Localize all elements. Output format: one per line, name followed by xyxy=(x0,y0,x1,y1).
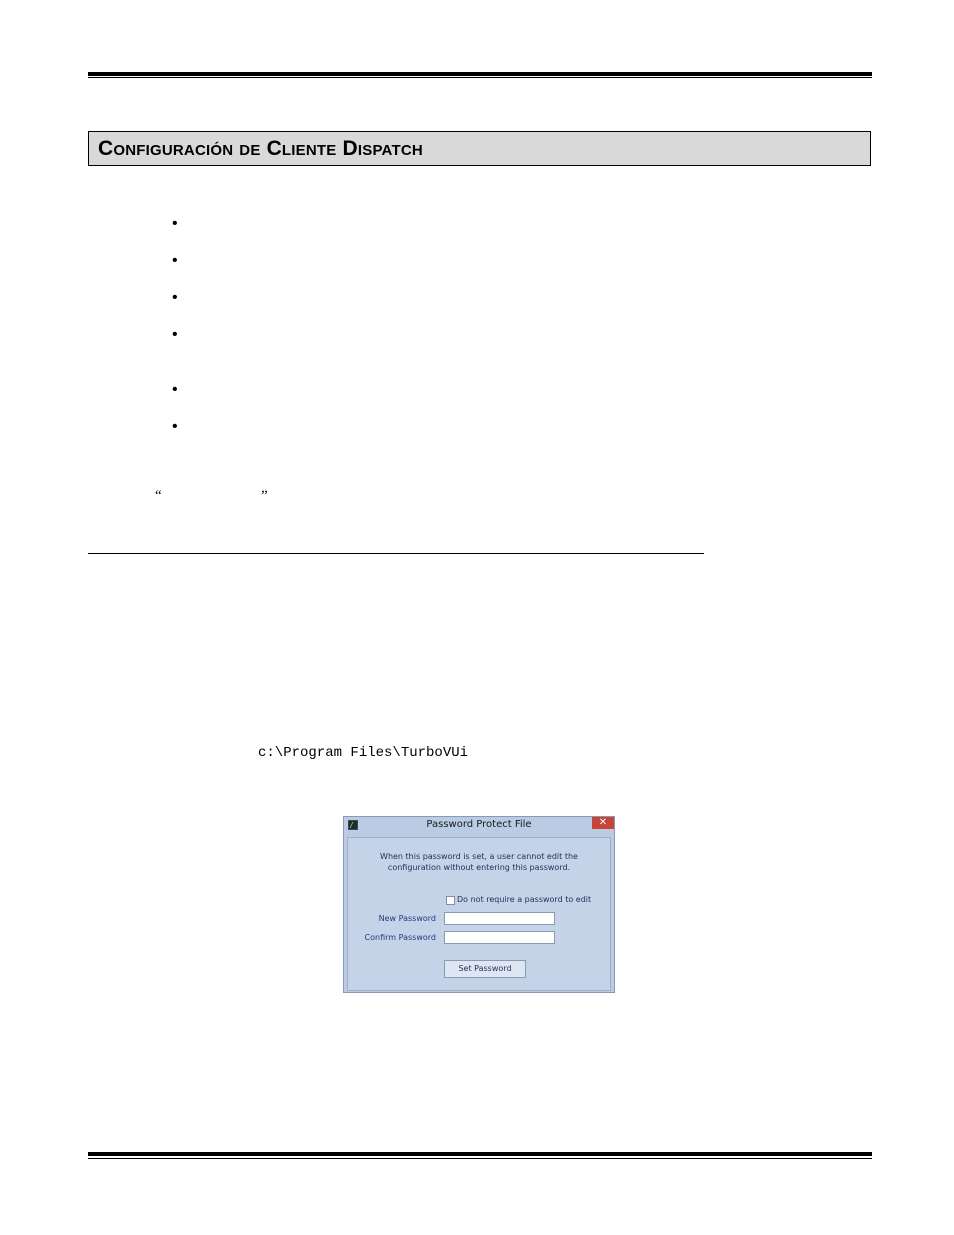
new-password-label: New Password xyxy=(378,914,436,923)
footer-rule-thick xyxy=(88,1152,872,1156)
close-quote: ” xyxy=(261,488,268,504)
dialog-titlebar[interactable] xyxy=(344,817,614,834)
confirm-password-input[interactable] xyxy=(444,931,555,944)
install-path: c:\Program Files\TurboVUi xyxy=(258,745,469,761)
set-password-button[interactable]: Set Password xyxy=(444,960,526,978)
bullet-3: • xyxy=(172,289,178,306)
header-rule-thick xyxy=(88,72,872,76)
close-button[interactable]: ✕ xyxy=(592,817,614,829)
no-password-checkbox[interactable] xyxy=(446,896,455,905)
confirm-password-label: Confirm Password xyxy=(364,933,436,942)
new-password-input[interactable] xyxy=(444,912,555,925)
section-title: Configuración de Cliente Dispatch xyxy=(98,137,423,160)
header-rule-thin xyxy=(88,77,872,78)
bullet-6: • xyxy=(172,418,178,435)
dialog-body xyxy=(347,837,611,991)
dialog-description xyxy=(348,851,610,873)
footer-rule-thin xyxy=(88,1158,872,1159)
bullet-1: • xyxy=(172,215,178,232)
bullet-2: • xyxy=(172,252,178,269)
subsection-underline xyxy=(88,553,704,554)
bullet-4: • xyxy=(172,326,178,343)
password-protect-dialog xyxy=(343,816,615,993)
dialog-title: Password Protect File xyxy=(426,819,532,830)
open-quote: “ xyxy=(155,488,162,504)
bullet-5: • xyxy=(172,381,178,398)
section-header xyxy=(88,131,871,166)
dialog-description-line-2: configuration without entering this password. xyxy=(387,863,571,872)
dialog-description-line-1: When this password is set, a user cannot edit the xyxy=(380,852,578,861)
no-password-checkbox-label[interactable]: Do not require a password to edit xyxy=(457,895,592,904)
